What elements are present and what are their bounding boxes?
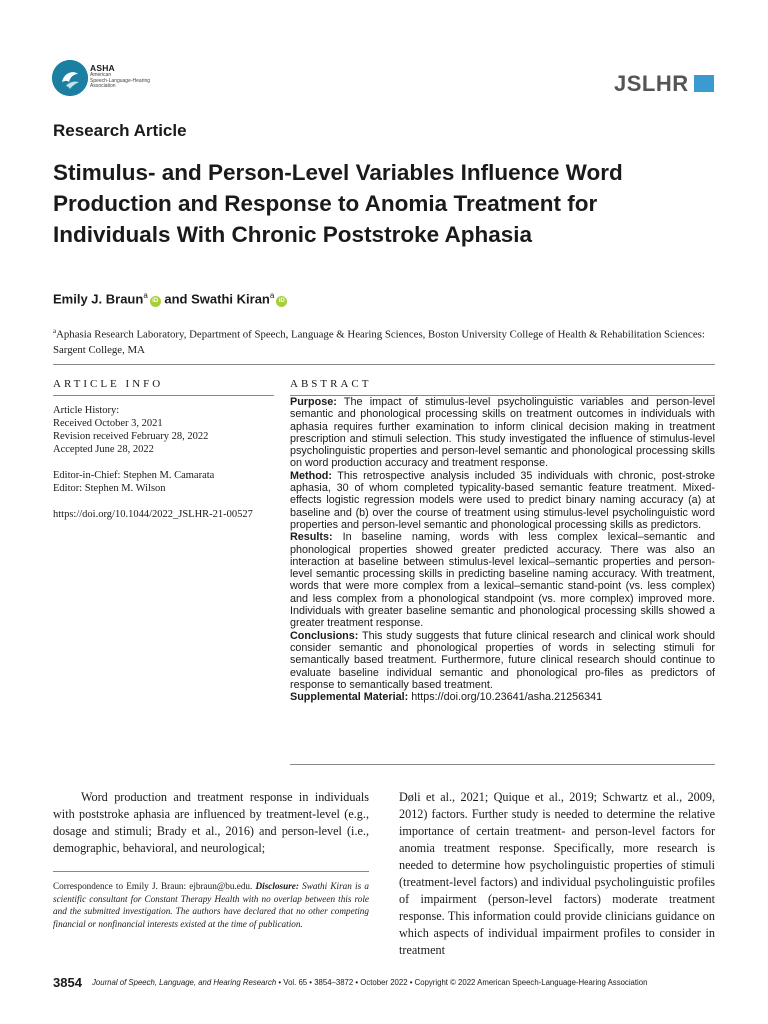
abstract [290, 396, 715, 703]
journal-abbrev: JSLHR [614, 71, 689, 96]
body-text-right: Døli et al., 2021; Quique et al., 2019; Schwartz et al., 2009, 2012) factors. Further study is needed to determine the relative importance of certain treatment- and person-level factors for anomia treatment response. Specifically, more research is needed to determine how psycholinguistic properties of stimuli (treatment-level factors) and individual psycholinguistic profiles of impairment (person-level factors) moderate treatment response. This information could provide clinicians guidance on which aspects of individual impairment profiles to consider in treatment [399, 790, 715, 957]
asha-wordmark-line: Association [90, 83, 116, 89]
footer-details: • Vol. 65 • 3854–3872 • October 2022 • Copyright © 2022 American Speech-Language-Hearing Association [276, 978, 648, 987]
abstract-label: Conclusions: [290, 629, 359, 642]
correspondence: Correspondence to Emily J. Braun: ejbraun@bu.edu. [53, 881, 253, 891]
abstract-method [290, 470, 715, 531]
asha-logo [52, 60, 88, 96]
abstract-conclusions [290, 630, 715, 691]
abstract-label: Results: [290, 531, 333, 544]
abstract-results [290, 531, 715, 629]
editor-in-chief: Editor-in-Chief: Stephen M. Camarata [53, 470, 215, 481]
journal-accent-square [694, 75, 714, 92]
asha-wordmark-title: ASHA [90, 63, 115, 73]
disclosure-text: Swathi Kiran is a scientific consultant for Constant Therapy Health with no overlap between this role and the submitted investigation. The authors have declared that no other competing financial or nonfinancial interests existed at the time of publication. [53, 881, 369, 929]
history-label: Article History: [53, 405, 120, 416]
article-type: Research Article [53, 121, 187, 140]
body-text-left: Word production and treatment response in individuals with poststroke aphasia are influenced by treatment-level (e.g., dosage and stimuli; Brady et al., 2016) and person-level (i.e., demographic, behavioral, and neurological; [53, 790, 369, 855]
revision-date: Revision received February 28, 2022 [53, 431, 209, 442]
footer-citation [92, 978, 732, 987]
divider [290, 764, 715, 765]
article-info [53, 404, 278, 521]
affiliation-sup: a [53, 327, 57, 335]
article-title: Stimulus- and Person-Level Variables Influence Word Production and Response to Anomia Treatment for Individuals With Chronic Poststroke Aphasia [53, 160, 623, 247]
abstract-purpose [290, 396, 715, 470]
divider [53, 395, 274, 396]
author-sup: a [269, 291, 275, 300]
disclosure-label: Disclosure: [255, 881, 299, 891]
abstract-text: This retrospective analysis included 35 individuals with chronic, post-stroke aphasia, 30 of whom completed typicality-based semantic feature treatment. Mixed-effects logistic regression models were used to predict binary naming accuracy (a) at baseline and (b) over the course of treatment using stimulus-level psycholinguistic word properties and person-level semantic and phonological processing skills as predictors. [290, 469, 715, 531]
orcid-icon[interactable]: iD [276, 296, 287, 307]
abstract-label: Purpose: [290, 396, 337, 408]
affiliation-text: Aphasia Research Laboratory, Department of Speech, Language & Hearing Sciences, Boston University College of Health & Rehabilitation Sciences: Sargent College, MA [53, 328, 705, 356]
author-name: Swathi Kiran [191, 291, 270, 307]
abstract-label: Method: [290, 469, 332, 482]
divider [53, 871, 369, 872]
abstract-heading: ABSTRACT [290, 378, 372, 390]
editor: Editor: Stephen M. Wilson [53, 483, 166, 494]
affiliation [53, 324, 723, 358]
divider [53, 364, 715, 365]
journal-name: Journal of Speech, Language, and Hearing Research [92, 978, 277, 987]
article-info-heading: ARTICLE INFO [53, 378, 164, 390]
abstract-supplemental [290, 691, 715, 703]
abstract-label: Supplemental Material: [290, 691, 409, 704]
author-conjunction: and [164, 291, 188, 307]
doi-link[interactable]: https://doi.org/10.1044/2022_JSLHR-21-00527 [53, 509, 253, 520]
page-number: 3854 [53, 975, 82, 990]
received-date: Received October 3, 2021 [53, 418, 163, 429]
asha-wordmark [90, 63, 150, 90]
accepted-date: Accepted June 28, 2022 [53, 444, 154, 455]
asha-wordmark-line: Speech-Language-Hearing [90, 77, 151, 84]
author-sup: a [143, 291, 148, 300]
abstract-text: This study suggests that future clinical research and clinical work should consider semantic and phonological properties of words in selecting stimuli for semantically based treatment. Furthermore, future clinical research should continue to evaluate baseline individual semantic and phonological pro-files as predictors of response to semantically based treatment. [290, 629, 715, 691]
author-name: Emily J. Braun [53, 291, 144, 307]
asha-wordmark-line: American [90, 72, 112, 78]
author-list [53, 291, 287, 307]
abstract-text: In baseline naming, words with less complex lexical–semantic and phonological properties showed greater predicted accuracy. There was also an interaction at baseline between stimulus-level lexical–semantic properties and person-level semantic processing skills in predicting baseline naming accuracy. With treatment, words that were more complex from a lexical–semantic stand-point (vs. less complex) and less complex from a phonological standpoint (vs. more complex) improved more. Individuals with greater baseline semantic and phonological processing skills showed a greater treatment response. [290, 531, 715, 630]
asha-logo-icon [52, 60, 88, 96]
footnote [53, 880, 369, 930]
abstract-text: The impact of stimulus-level psycholinguistic variables and person-level semantic and phonological processing skills on treatment outcomes in individuals with aphasia requires further examination to inform clinical decision making in treatment prescription and stimuli selection. This study investigated the influence of stimulus-level psycholinguistic properties and person-level semantic and phonological processing skills on word production accuracy and treatment response. [290, 396, 715, 470]
supplemental-link[interactable]: https://doi.org/10.23641/asha.21256341 [411, 691, 603, 704]
orcid-icon[interactable]: iD [150, 296, 161, 307]
